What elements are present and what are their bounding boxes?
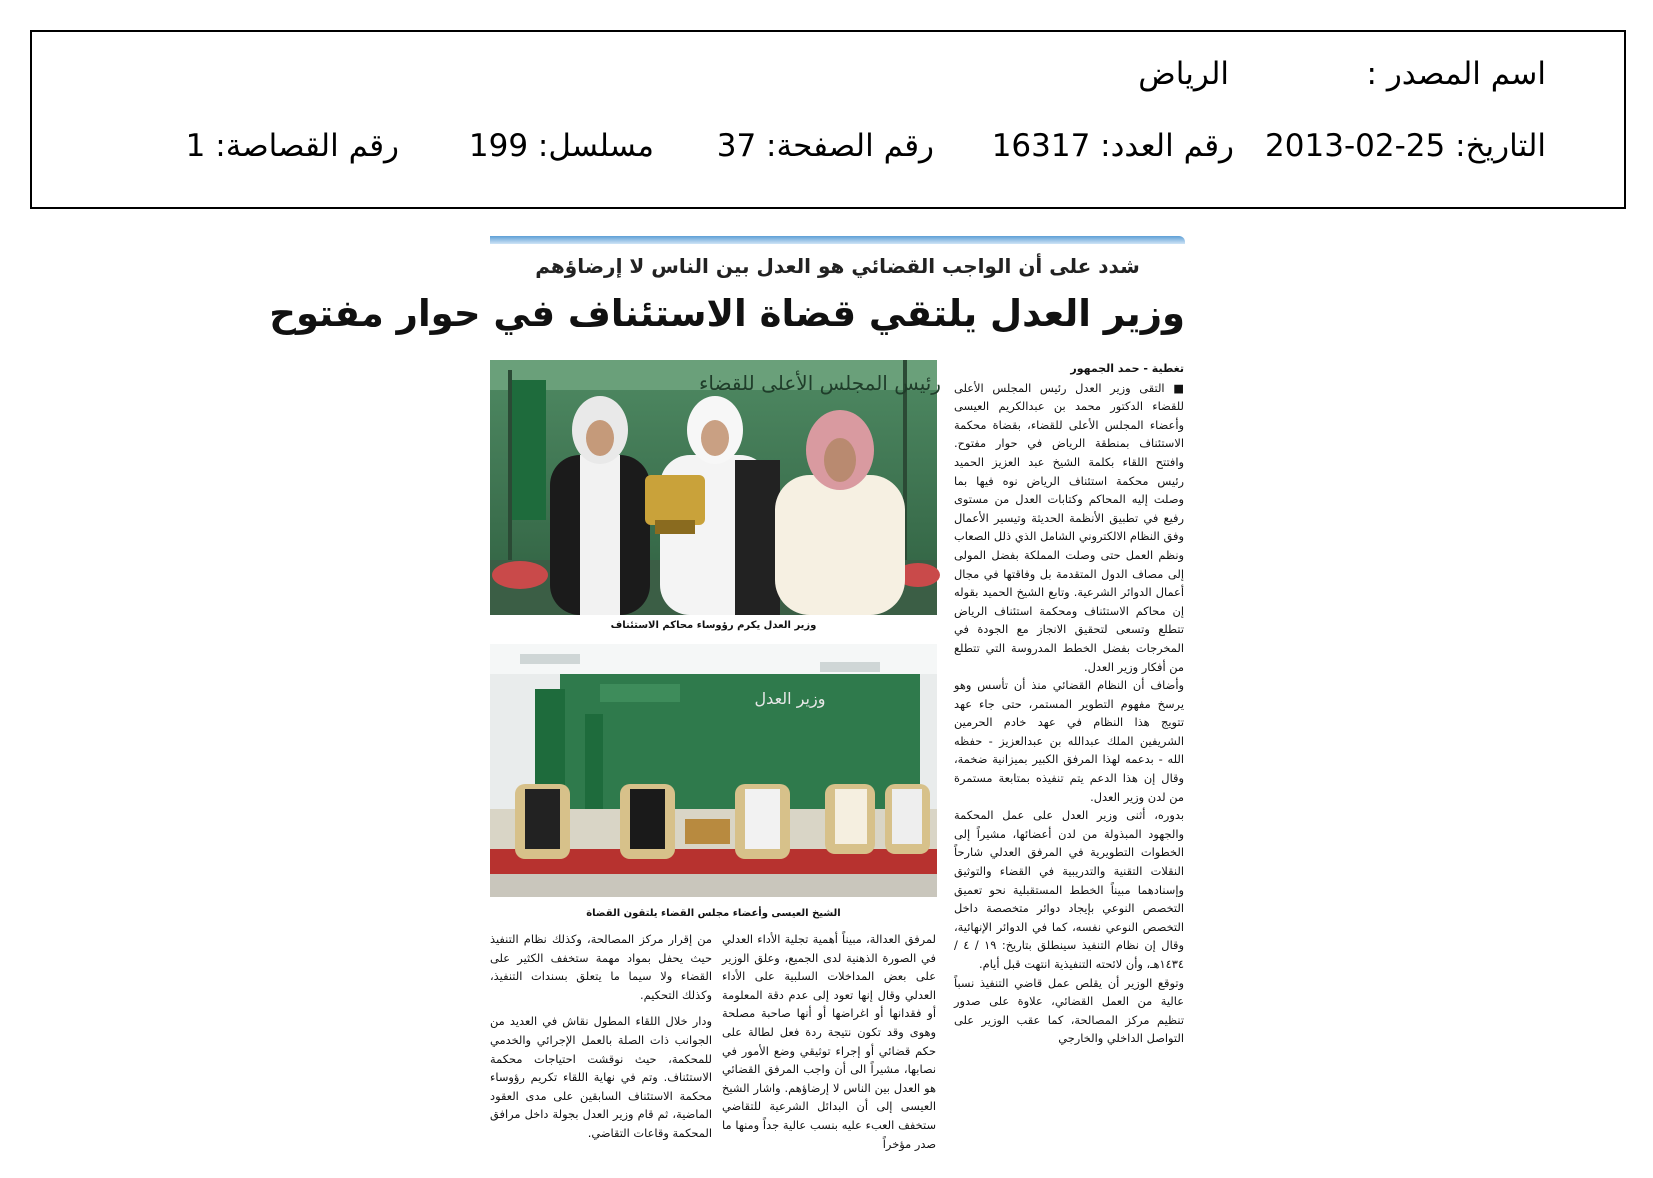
photo1-banner-text: رئيس المجلس الأعلى للقضاء	[699, 371, 941, 395]
photo-council-meeting	[490, 644, 937, 897]
article-column-1	[954, 360, 1184, 1048]
clip-number-field: رقم القصاصة: 1	[185, 128, 399, 164]
photo2-caption: الشيخ العيسى وأعضاء مجلس القضاء يلتقون القضاة	[586, 908, 841, 919]
photo-minister-honoring-image	[490, 360, 941, 615]
source-label: اسم المصدر :	[1366, 56, 1546, 92]
article-column-3	[490, 930, 712, 1143]
photo-minister-honoring	[490, 360, 941, 615]
col1-paragraph-3: بدوره، أثنى وزير العدل على عمل المحكمة والجهود المبذولة من لدن أعضائها، مشيراً إلى الخطوات التطويرية في المرفق العدلي شارحاً النقلات التقنية والتدريبية في القضاء والتوثيق وإسنادهما مبيناً الخطط المستقبلية نحو تعميق التخصص النوعي بإيجاد دوائر متخصصة داخل التخصص النوعي نفسه، كما في الدوائر الإنهائية، وقال إن نظام التنفيذ سينطلق بتاريخ: ١٩ / ٤ / ١٤٣٤هـ، وأن لائحته التنفيذية انتهت قبل أيام.	[954, 808, 1184, 971]
issue-number-field: رقم العدد: 16317	[991, 128, 1234, 164]
col1-paragraph-4: وتوقع الوزير أن يقلص عمل قاضي التنفيذ نسباً عالية من العمل القضائي، علاوة على صدور تنظيم مركز المصالحة، كما عقب الوزير على التواصل الداخلي والخارجي	[954, 975, 1184, 1046]
serial-field: مسلسل: 199	[468, 128, 654, 164]
photo1-caption: وزير العدل يكرم رؤوساء محاكم الاستئناف	[610, 620, 817, 631]
page-number-field: رقم الصفحة: 37	[716, 128, 934, 164]
article-headline: وزير العدل يلتقي قضاة الاستئناف في حوار مفتوح	[269, 292, 1185, 335]
source-value: الرياض	[1138, 56, 1229, 92]
col1-paragraph-1: ■ التقى وزير العدل رئيس المجلس الأعلى للقضاء الدكتور محمد بن عبدالكريم العيسى وأعضاء المجلس الأعلى للقضاء، بقضاة محكمة الاستئناف بمنطقة الرياض في حوار مفتوح. وافتتح اللقاء بكلمة الشيخ عبد العزيز الحميد رئيس محكمة استئناف الرياض نوه فيها بما وصلت إليه المحاكم وكتابات العدل من مستوى رفيع في تطبيق الأنظمة الحديثة وتيسير الأعمال وفق النظام الالكتروني الشامل الذي ذلل الصعاب ونظم العمل حتى وصلت المملكة بفضل المولى إلى مصاف الدول المتقدمة بل وفاقتها في مجال أعمال الدوائر الشرعية. وتابع الشيخ الحميد بقوله إن محاكم الاستئناف ومحكمة استئناف الرياض تتطلع وتسعى لتحقيق الانجاز مع الجودة في المخرجات بفضل الخطط المدروسة التي تتطلع من أفكار وزير العدل.	[954, 380, 1184, 674]
col3-paragraph-2: ودار خلال اللقاء المطول نقاش في العديد من الجوانب ذات الصلة بالعمل الإجرائي والخدمي للمحكمة، حيث نوقشت احتياجات محكمة الاستئناف. وتم في نهاية اللقاء تكريم رؤوساء محكمة الاستئناف السابقين على مدى العقود الماضية، ثم قام وزير العدل بجولة داخل مرافق المحكمة وقاعات التقاضي.	[490, 1014, 712, 1140]
article-subtitle: شدد على أن الواجب القضائي هو العدل بين الناس لا إرضاؤهم	[535, 254, 1140, 278]
col2-paragraph-1: لمرفق العدالة، مبيناً أهمية تجلية الأداء العدلي في الصورة الذهنية لدى الجميع، وعلق الوزير على بعض المداخلات السلبية على الأداء العدلي وقال إنها تعود إلى عدم دقة المعلومة أو فقدانها أو اغراضها أو أنها صاحبة مصلحة وهوى وقد تكون نتيجة ردة فعل لطالة على حكم قضائي أو إجراء توثيقي وضع الأمور في نصابها، مشيراً الى أن واجب المرفق القضائي هو العدل بين الناس لا إرضاؤهم. واشار الشيخ العيسى إلى أن البدائل الشرعية للتقاضي ستخفف العبء عليه بنسب عالية جداً ومنها ما صدر مؤخراً	[722, 932, 936, 1151]
clipping-info-box	[30, 30, 1626, 209]
col3-paragraph-1: من إقرار مركز المصالحة، وكذلك نظام التنفيذ حيث يحفل بمواد مهمة ستخفف الكثير على القضاء ولا سيما ما يتعلق بسندات التنفيذ، وكذلك التحكيم.	[490, 932, 712, 1002]
clipping-top-rule	[490, 236, 1185, 244]
article-byline: تغطية - حمد الجمهور	[1070, 362, 1184, 375]
col1-paragraph-2: وأضاف أن النظام القضائي منذ أن تأسس وهو يرسخ مفهوم التطوير المستمر، حتى جاء عهد تتويج هذا النظام في عهد خادم الحرمين الشريفين الملك عبدالله بن عبدالعزيز - حفظه الله - بدعمه لهذا المرفق الكبير بميزانية ضخمة، وقال إن هذا الدعم يتم تنفيذه بمتابعة مستمرة من لدن وزير العدل.	[954, 678, 1184, 804]
date-field: التاريخ: 25-02-2013	[1265, 128, 1546, 164]
photo-council-meeting-image	[490, 644, 937, 897]
photo2-banner-text: وزير العدل	[754, 689, 826, 708]
article-column-2	[722, 930, 936, 1153]
newspaper-clipping	[269, 236, 1185, 1178]
